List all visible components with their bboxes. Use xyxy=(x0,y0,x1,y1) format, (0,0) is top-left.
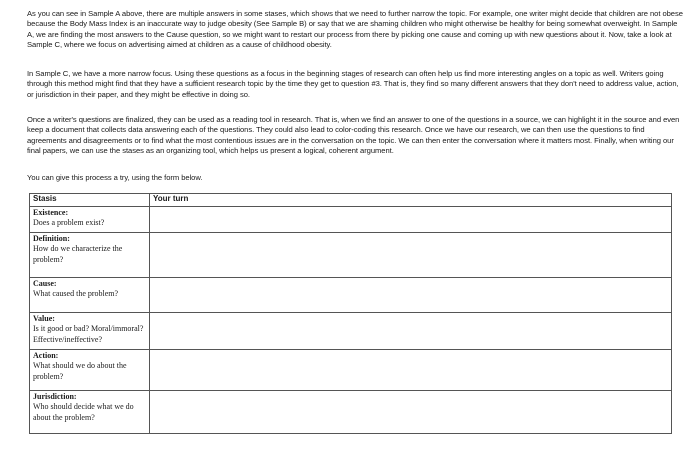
answer-cell-jurisdiction[interactable] xyxy=(150,390,672,433)
paragraph-sample-c: In Sample C, we have a more narrow focus. Using these questions as a focus in the beginning stages of research can often help us find more interesting angles on a topic as well. Writers going through this method might find that they have a sufficient research topic by the time they get to question #3. That is, they find so many different answers that they don't need to address value, action, or jurisdiction in their paper, and they might be effective in doing so. xyxy=(27,69,679,99)
table-row xyxy=(30,349,672,390)
stasis-question: Is it good or bad? Moral/immoral? Effective/ineffective? xyxy=(33,324,144,344)
answer-cell-value[interactable] xyxy=(150,312,672,349)
stasis-cell-cause xyxy=(30,277,150,312)
stasis-question: What caused the problem? xyxy=(33,289,119,298)
header-stasis: Stasis xyxy=(30,194,150,207)
stasis-question: Does a problem exist? xyxy=(33,218,105,227)
stasis-form-table xyxy=(29,193,672,434)
stasis-question: How do we characterize the problem? xyxy=(33,244,123,264)
stasis-cell-value xyxy=(30,312,150,349)
answer-cell-action[interactable] xyxy=(150,349,672,390)
stasis-question: Who should decide what we do about the problem? xyxy=(33,402,134,422)
stasis-question: What should we do about the problem? xyxy=(33,361,127,381)
stasis-cell-existence xyxy=(30,206,150,232)
paragraph-reading-tool: Once a writer's questions are finalized, they can be used as a reading tool in research. That is, when we find an answer to one of the questions in a source, we can highlight it in the source and even keep a document that collects data answering each of the questions. They could also lead to color-coding this research. Once we have our research, we can then use the questions to find agreements and disagreements or to find what the most contentious issues are in the conversation on the topic. We can then enter the conversation where it matters most. Finally, when writing our final papers, we can use the stases as an organizing tool, which helps us present a logical, coherent argument. xyxy=(27,115,680,156)
stasis-name: Definition: xyxy=(33,233,70,243)
paragraph-instruction: You can give this process a try, using the form below. xyxy=(27,173,203,182)
table-header-row xyxy=(30,194,672,207)
table-row xyxy=(30,390,672,433)
stasis-cell-jurisdiction xyxy=(30,390,150,433)
stasis-name: Existence: xyxy=(33,207,69,217)
stasis-name: Cause: xyxy=(33,278,57,288)
answer-cell-cause[interactable] xyxy=(150,277,672,312)
table-row xyxy=(30,277,672,312)
stasis-cell-action xyxy=(30,349,150,390)
table-row xyxy=(30,206,672,232)
header-your-turn: Your turn xyxy=(150,194,672,207)
stasis-name: Jurisdiction: xyxy=(33,391,77,401)
stasis-cell-definition xyxy=(30,232,150,277)
answer-cell-existence[interactable] xyxy=(150,206,672,232)
stasis-name: Value: xyxy=(33,313,55,323)
paragraph-sample-a: As you can see in Sample A above, there are multiple answers in some stases, which shows that we need to further narrow the topic. For example, one writer might decide that children are not obese because the Body Mass Index is an inaccurate way to judge obesity (See Sample B) or say that we are shaming children who might otherwise be healthy for being somewhat overweight. In Sample A, we are finding the most answers to the Cause question, so we might want to restart our process from there by picking one cause and coming up with new questions about it. Now, take a look at Sample C, where we focus on advertising aimed at children as a cause of childhood obesity. xyxy=(27,9,683,50)
table-row xyxy=(30,232,672,277)
table-row xyxy=(30,312,672,349)
stasis-name: Action: xyxy=(33,350,59,360)
answer-cell-definition[interactable] xyxy=(150,232,672,277)
